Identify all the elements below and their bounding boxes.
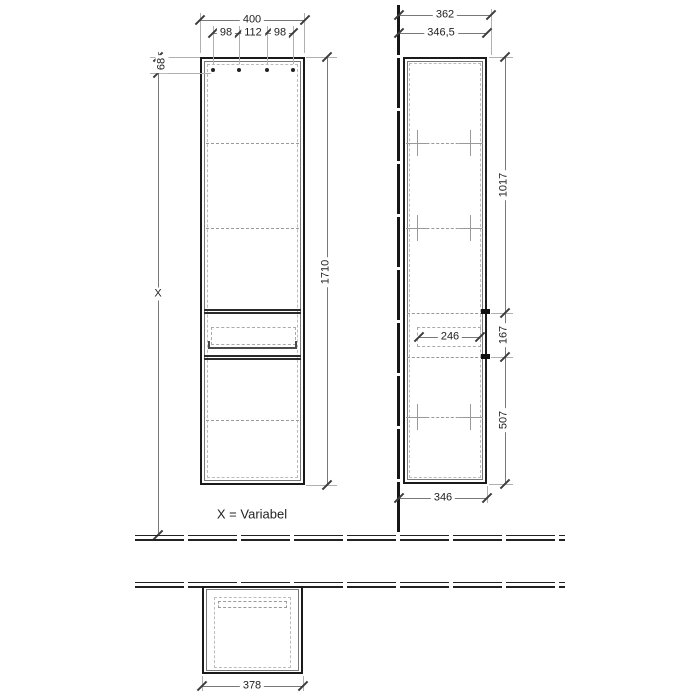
front-divider-lower bbox=[204, 355, 301, 360]
front-divider-upper bbox=[204, 309, 301, 314]
mounting-hole-dot bbox=[237, 68, 241, 72]
shelf-pin-cross bbox=[406, 130, 428, 156]
shelf-pin-cross bbox=[406, 215, 428, 241]
front-shelf-dashed bbox=[206, 420, 299, 421]
shelf-pin-cross bbox=[406, 404, 428, 430]
side-shelf-dashed bbox=[407, 357, 483, 358]
front-shelf-dashed bbox=[206, 228, 299, 229]
mounting-hole-dot bbox=[265, 68, 269, 72]
dim-depth-with-front: 362 bbox=[433, 9, 457, 22]
shelf-pin-cross bbox=[459, 404, 481, 430]
extension-line bbox=[306, 485, 337, 486]
dim-lower-section: 507 bbox=[498, 408, 511, 432]
shelf-pin-cross bbox=[459, 215, 481, 241]
dim-depth-bottom: 346 bbox=[431, 492, 455, 505]
plan-handle-dashed bbox=[218, 601, 287, 608]
shelf-pin-cross bbox=[459, 130, 481, 156]
dim-variable-height: X bbox=[151, 288, 164, 301]
dim-basket-depth: 246 bbox=[438, 331, 462, 344]
side-shelf-dashed bbox=[407, 313, 483, 314]
mounting-hole-dot bbox=[291, 68, 295, 72]
extension-line bbox=[306, 57, 337, 58]
dim-depth-carcass: 346,5 bbox=[424, 27, 458, 40]
variable-note: X = Variabel bbox=[216, 506, 288, 522]
wall-line bbox=[397, 5, 400, 535]
fitting-mark bbox=[481, 354, 490, 359]
fitting-mark bbox=[481, 309, 490, 314]
floor-line bbox=[135, 535, 565, 541]
front-door-dashed-outline bbox=[207, 64, 298, 478]
dim-hole-left: 98 bbox=[217, 27, 235, 40]
dim-upper-section: 1017 bbox=[498, 170, 511, 200]
wall-line-plan bbox=[135, 582, 565, 588]
dim-mid-section: 167 bbox=[498, 323, 511, 347]
dim-plan-width: 378 bbox=[240, 680, 264, 693]
dim-hole-mid: 112 bbox=[241, 27, 265, 40]
front-shelf-dashed bbox=[206, 143, 299, 144]
dim-hole-right: 98 bbox=[271, 27, 289, 40]
front-basket-rail bbox=[208, 341, 297, 349]
mounting-hole-dot bbox=[211, 68, 215, 72]
dim-hole-top-offset: 68 bbox=[156, 55, 169, 73]
dim-width-total: 400 bbox=[240, 14, 264, 27]
dim-height-total: 1710 bbox=[320, 257, 333, 287]
